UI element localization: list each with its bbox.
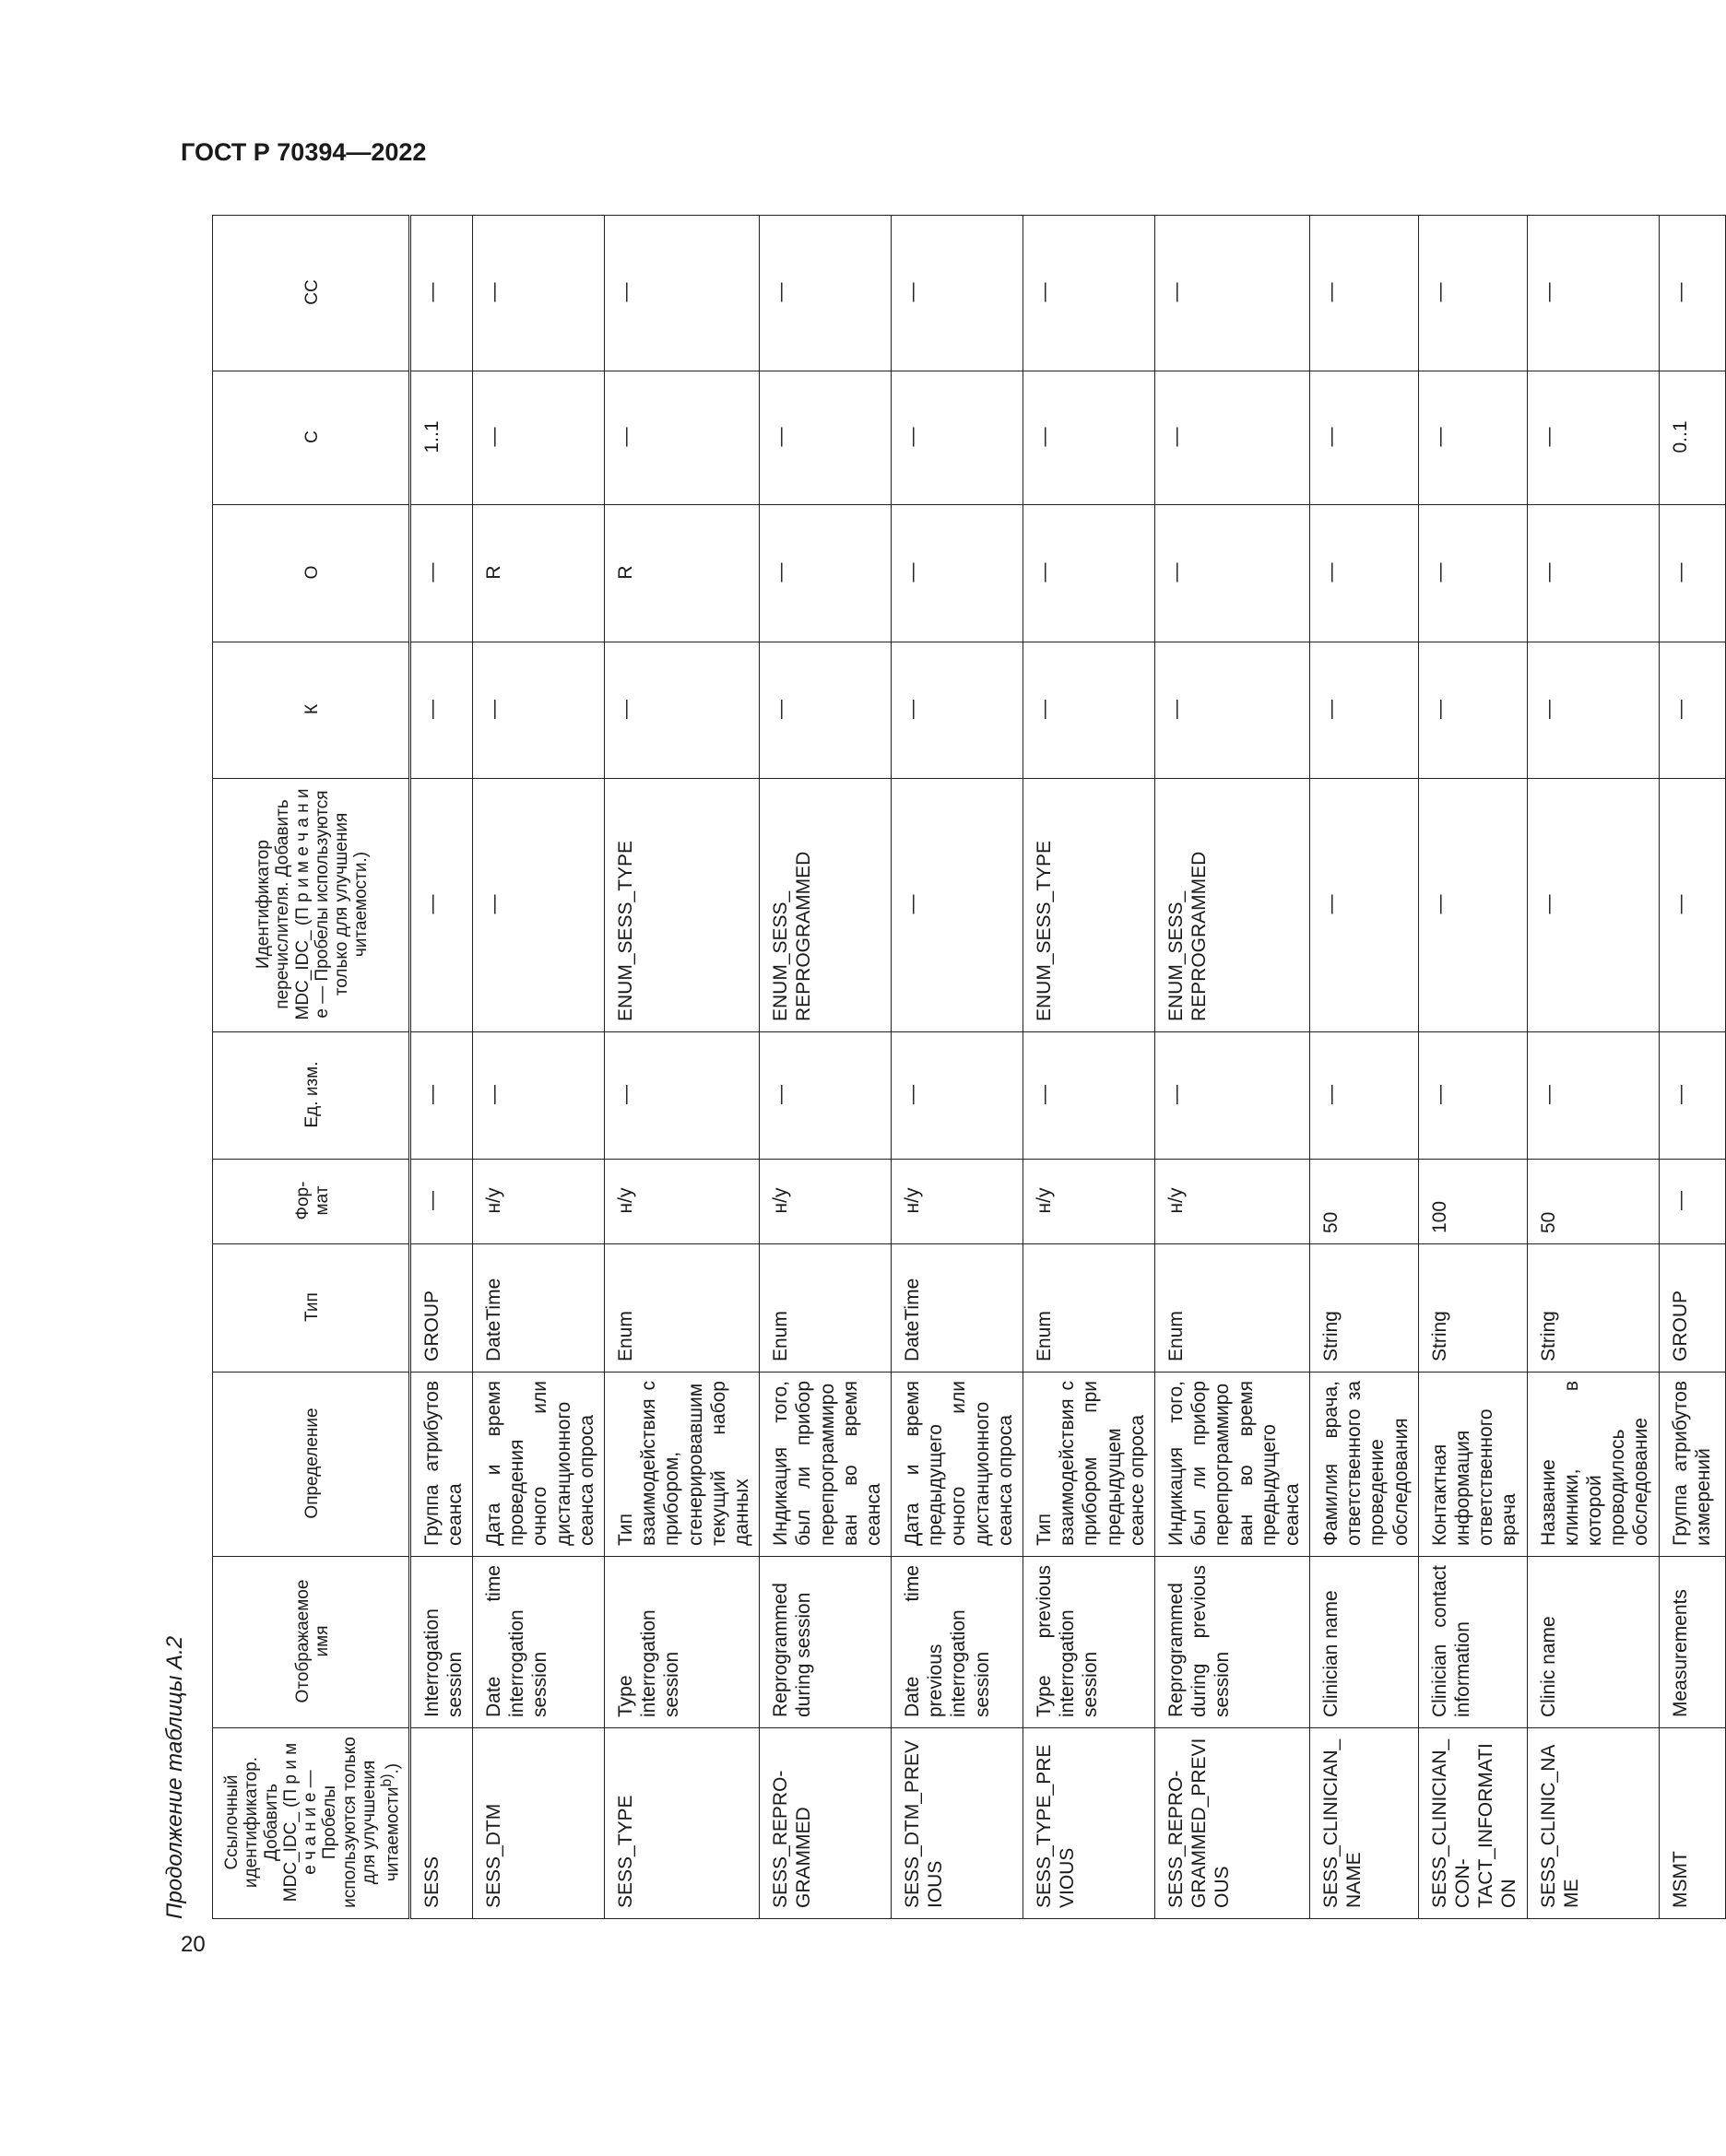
header-unit: Ед. изм. bbox=[213, 1032, 410, 1160]
cell-definition: Группа атрибутов сеанса bbox=[409, 1373, 472, 1557]
table-row bbox=[1154, 216, 1309, 1919]
cell-o: — bbox=[1310, 505, 1419, 642]
cell-ref-id: SESS_DTM bbox=[473, 1728, 605, 1919]
cell-cc: — bbox=[1527, 216, 1659, 371]
cell-format: н/у bbox=[605, 1160, 760, 1244]
cell-enum-id: ENUM_SESS_TYPE bbox=[605, 779, 760, 1032]
cell-display-name: Measurements bbox=[1659, 1557, 1725, 1728]
cell-o: — bbox=[1154, 505, 1309, 642]
table-header bbox=[213, 216, 410, 1919]
cell-c: — bbox=[473, 371, 605, 505]
header-c: С bbox=[213, 371, 410, 505]
cell-k: — bbox=[1527, 642, 1659, 779]
cell-enum-id: ENUM_SESS_TYPE bbox=[1023, 779, 1155, 1032]
header-o: О bbox=[213, 505, 410, 642]
cell-c: — bbox=[1310, 371, 1419, 505]
cell-c: — bbox=[605, 371, 760, 505]
cell-definition: Фамилия врача, ответственного за проведение обследования bbox=[1310, 1373, 1419, 1557]
cell-o: R bbox=[605, 505, 760, 642]
cell-unit: — bbox=[1659, 1032, 1725, 1160]
cell-ref-id: SESS_TYPE_PREVIOUS bbox=[1023, 1728, 1155, 1919]
cell-o: — bbox=[760, 505, 892, 642]
cell-cc: — bbox=[473, 216, 605, 371]
cell-definition: Контактная информация ответственного врача bbox=[1418, 1373, 1527, 1557]
cell-ref-id: SESS_TYPE bbox=[605, 1728, 760, 1919]
cell-display-name: Clinician name bbox=[1310, 1557, 1419, 1728]
cell-k: — bbox=[605, 642, 760, 779]
cell-cc: — bbox=[1023, 216, 1155, 371]
cell-definition: Название клиники, в которой проводилось обследование bbox=[1527, 1373, 1659, 1557]
cell-format: н/у bbox=[473, 1160, 605, 1244]
cell-k: — bbox=[1418, 642, 1527, 779]
cell-k: — bbox=[1023, 642, 1155, 779]
cell-display-name: Date time interrogation session bbox=[473, 1557, 605, 1728]
cell-type: DateTime bbox=[473, 1244, 605, 1373]
page-number: 20 bbox=[181, 1932, 206, 1957]
cell-display-name: Type previous interrogation session bbox=[1023, 1557, 1155, 1728]
cell-enum-id: — bbox=[1310, 779, 1419, 1032]
cell-definition: Дата и время предыдущего очного или дистанционного сеанса опроса bbox=[892, 1373, 1023, 1557]
cell-cc: — bbox=[605, 216, 760, 371]
cell-type: Enum bbox=[605, 1244, 760, 1373]
table-body bbox=[409, 216, 1725, 1919]
cell-unit: — bbox=[409, 1032, 472, 1160]
header-definition: Определение bbox=[213, 1373, 410, 1557]
cell-unit: — bbox=[1310, 1032, 1419, 1160]
cell-type: Enum bbox=[1023, 1244, 1155, 1373]
cell-type: String bbox=[1310, 1244, 1419, 1373]
cell-ref-id: SESS bbox=[409, 1728, 472, 1919]
cell-display-name: Clinic name bbox=[1527, 1557, 1659, 1728]
cell-c: — bbox=[892, 371, 1023, 505]
table-row bbox=[892, 216, 1023, 1919]
cell-display-name: Type interrogation session bbox=[605, 1557, 760, 1728]
cell-o: — bbox=[1659, 505, 1725, 642]
cell-c: 0..1 bbox=[1659, 371, 1725, 505]
table-row bbox=[1023, 216, 1155, 1919]
cell-unit: — bbox=[1527, 1032, 1659, 1160]
table-caption: Продолжение таблицы А.2 bbox=[162, 1635, 187, 1919]
cell-k: — bbox=[409, 642, 472, 779]
cell-cc: — bbox=[1659, 216, 1725, 371]
table-row bbox=[760, 216, 892, 1919]
cell-type: Enum bbox=[1154, 1244, 1309, 1373]
table-row bbox=[1527, 216, 1659, 1919]
cell-definition: Тип взаимодействия с прибором при предыдущем сеансе опроса bbox=[1023, 1373, 1155, 1557]
header-k: К bbox=[213, 642, 410, 779]
cell-o: R bbox=[473, 505, 605, 642]
cell-format: н/у bbox=[892, 1160, 1023, 1244]
cell-c: 1..1 bbox=[409, 371, 472, 505]
cell-c: — bbox=[1527, 371, 1659, 505]
cell-type: String bbox=[1527, 1244, 1659, 1373]
table-row bbox=[1659, 216, 1725, 1919]
cell-ref-id: MSMT bbox=[1659, 1728, 1725, 1919]
cell-k: — bbox=[760, 642, 892, 779]
cell-definition: Группа атрибутов измерений bbox=[1659, 1373, 1725, 1557]
cell-o: — bbox=[1023, 505, 1155, 642]
cell-definition: Индикация того, был ли прибор перепрограммирован во время предыдущего сеанса bbox=[1154, 1373, 1309, 1557]
cell-enum-id: — bbox=[1659, 779, 1725, 1032]
cell-k: — bbox=[1154, 642, 1309, 779]
cell-type: DateTime bbox=[892, 1244, 1023, 1373]
cell-o: — bbox=[1527, 505, 1659, 642]
cell-unit: — bbox=[605, 1032, 760, 1160]
cell-unit: — bbox=[760, 1032, 892, 1160]
table-row bbox=[473, 216, 605, 1919]
cell-ref-id: SESS_REPRO- GRAMMED bbox=[760, 1728, 892, 1919]
cell-k: — bbox=[473, 642, 605, 779]
cell-type: GROUP bbox=[1659, 1244, 1725, 1373]
cell-unit: — bbox=[892, 1032, 1023, 1160]
document-header: ГОСТ Р 70394—2022 bbox=[181, 138, 427, 166]
cell-unit: — bbox=[1023, 1032, 1155, 1160]
cell-display-name: Reprogrammed during session bbox=[760, 1557, 892, 1728]
cell-ref-id: SESS_DTM_PREVIOUS bbox=[892, 1728, 1023, 1919]
cell-display-name: Clinician contact information bbox=[1418, 1557, 1527, 1728]
cell-ref-id: SESS_CLINICIAN_CON- TACT_INFORMATION bbox=[1418, 1728, 1527, 1919]
cell-format: — bbox=[409, 1160, 472, 1244]
cell-format: н/у bbox=[1023, 1160, 1155, 1244]
cell-unit: — bbox=[473, 1032, 605, 1160]
cell-cc: — bbox=[760, 216, 892, 371]
cell-k: — bbox=[1310, 642, 1419, 779]
cell-enum-id: — bbox=[892, 779, 1023, 1032]
cell-type: GROUP bbox=[409, 1244, 472, 1373]
cell-k: — bbox=[1659, 642, 1725, 779]
cell-ref-id: SESS_REPRO- GRAMMED_PREVIOUS bbox=[1154, 1728, 1309, 1919]
header-display-name: Отображаемое имя bbox=[213, 1557, 410, 1728]
cell-enum-id: ENUM_SESS_ REPROGRAMMED bbox=[1154, 779, 1309, 1032]
rotated-table-container bbox=[212, 216, 1714, 1919]
cell-ref-id: SESS_CLINICIAN_NAME bbox=[1310, 1728, 1419, 1919]
cell-definition: Индикация того, был ли прибор перепрограммирован во время сеанса bbox=[760, 1373, 892, 1557]
header-type: Тип bbox=[213, 1244, 410, 1373]
table-row bbox=[409, 216, 472, 1919]
cell-enum-id: ENUM_SESS_ REPROGRAMMED bbox=[760, 779, 892, 1032]
table-row bbox=[1310, 216, 1419, 1919]
cell-cc: — bbox=[892, 216, 1023, 371]
cell-display-name: Reprogrammed during previous session bbox=[1154, 1557, 1309, 1728]
cell-format: 100 bbox=[1418, 1160, 1527, 1244]
cell-format: 50 bbox=[1310, 1160, 1419, 1244]
cell-format: н/у bbox=[760, 1160, 892, 1244]
cell-enum-id: — bbox=[409, 779, 472, 1032]
cell-unit: — bbox=[1154, 1032, 1309, 1160]
cell-k: — bbox=[892, 642, 1023, 779]
cell-definition: Дата и время проведения очного или дистанционного сеанса опроса bbox=[473, 1373, 605, 1557]
cell-c: — bbox=[1023, 371, 1155, 505]
cell-o: — bbox=[409, 505, 472, 642]
header-format: Фор-мат bbox=[213, 1160, 410, 1244]
cell-cc: — bbox=[409, 216, 472, 371]
cell-c: — bbox=[1154, 371, 1309, 505]
cell-o: — bbox=[1418, 505, 1527, 642]
cell-enum-id: — bbox=[1418, 779, 1527, 1032]
cell-cc: — bbox=[1310, 216, 1419, 371]
attributes-table bbox=[212, 215, 1726, 1919]
cell-o: — bbox=[892, 505, 1023, 642]
cell-format: 50 bbox=[1527, 1160, 1659, 1244]
cell-c: — bbox=[760, 371, 892, 505]
cell-format: н/у bbox=[1154, 1160, 1309, 1244]
table-row bbox=[1418, 216, 1527, 1919]
cell-c: — bbox=[1418, 371, 1527, 505]
cell-ref-id: SESS_CLINIC_NAME bbox=[1527, 1728, 1659, 1919]
cell-enum-id: — bbox=[1527, 779, 1659, 1032]
cell-cc: — bbox=[1418, 216, 1527, 371]
cell-enum-id: — bbox=[473, 779, 605, 1032]
table-row bbox=[605, 216, 760, 1919]
cell-definition: Тип взаимодействия с прибором, сгенерировавшим текущий набор данных bbox=[605, 1373, 760, 1557]
header-cc: СС bbox=[213, 216, 410, 371]
cell-display-name: Interrogation session bbox=[409, 1557, 472, 1728]
header-ref-id: Ссылочный идентификатор. Добавить MDC_IDC_ (П р и м е ч а н и е — Пробелы используются только для улучшения читаемости$^{b)}$.) bbox=[213, 1728, 410, 1919]
cell-format: — bbox=[1659, 1160, 1725, 1244]
cell-type: Enum bbox=[760, 1244, 892, 1373]
cell-unit: — bbox=[1418, 1032, 1527, 1160]
cell-display-name: Date time previous interrogation session bbox=[892, 1557, 1023, 1728]
header-enum-id: Идентификатор перечислителя. Добавить MDC_IDC_ (П р и м е ч а н и е — Пробелы используются только для улучшения читаемости.) bbox=[213, 779, 410, 1032]
cell-type: String bbox=[1418, 1244, 1527, 1373]
cell-cc: — bbox=[1154, 216, 1309, 371]
